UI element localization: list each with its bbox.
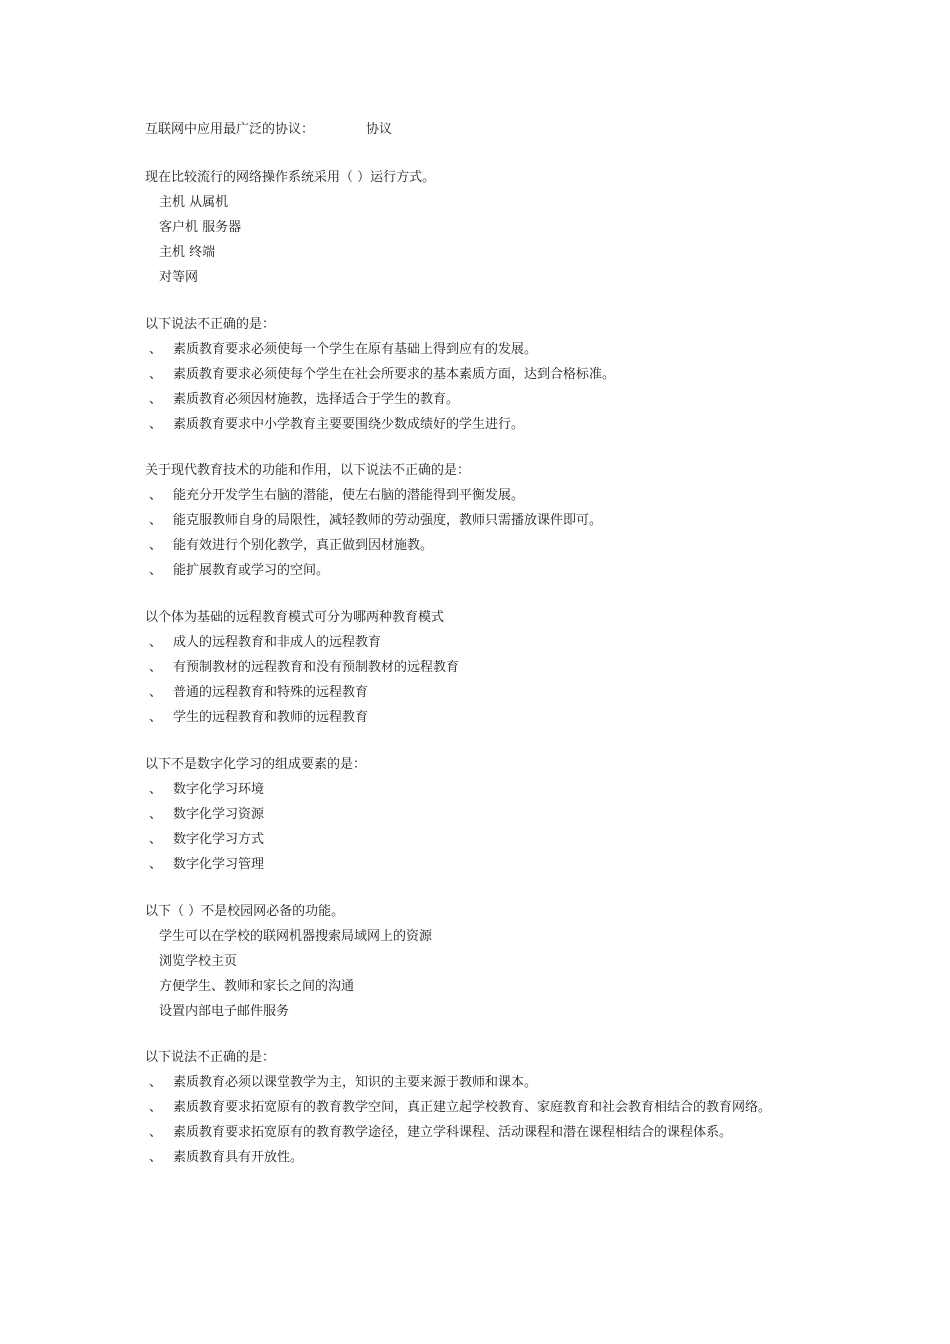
option-d xyxy=(145,1145,825,1170)
question-1 xyxy=(145,117,825,142)
option-text: 素质教育具有开放性。 xyxy=(173,1150,304,1165)
question-8 xyxy=(145,1045,825,1170)
option-text: 数字化学习环境 xyxy=(173,782,265,797)
question-stem xyxy=(145,117,825,142)
list-mark: 、 xyxy=(149,342,163,357)
option-text: 素质教育要求必须使每个学生在社会所要求的基本素质方面，达到合格标准。 xyxy=(173,367,616,382)
option-text: 素质教育要求拓宽原有的教育教学空间，真正建立起学校教育、家庭教育和社会教育相结合的教育网络。 xyxy=(173,1100,772,1115)
list-mark: 、 xyxy=(149,538,163,553)
option-text: 普通的远程教育和特殊的远程教育 xyxy=(173,685,369,700)
option-text: 数字化学习管理 xyxy=(173,857,265,872)
answer-text: 协议 xyxy=(366,122,393,137)
option-b xyxy=(145,1095,825,1120)
option-text: 能充分开发学生右脑的潜能，使左右脑的潜能得到平衡发展。 xyxy=(173,488,525,503)
option-b: 浏览学校主页 xyxy=(159,954,238,969)
option-c: 方便学生、教师和家长之间的沟通 xyxy=(159,979,355,994)
question-4 xyxy=(145,458,825,583)
option-text: 素质教育要求必须使每一个学生在原有基础上得到应有的发展。 xyxy=(173,342,538,357)
option-c xyxy=(145,1120,825,1145)
list-mark: 、 xyxy=(149,1075,163,1090)
question-6 xyxy=(145,752,825,877)
option-d: 对等网 xyxy=(159,270,199,285)
option-b xyxy=(145,802,825,827)
list-mark: 、 xyxy=(149,417,163,432)
option-text: 素质教育必须以课堂教学为主，知识的主要来源于教师和课本。 xyxy=(173,1075,538,1090)
list-mark: 、 xyxy=(149,392,163,407)
list-mark: 、 xyxy=(149,782,163,797)
list-mark: 、 xyxy=(149,513,163,528)
option-c xyxy=(145,827,825,852)
list-mark: 、 xyxy=(149,685,163,700)
option-c xyxy=(145,533,825,558)
option-text: 能扩展教育或学习的空间。 xyxy=(173,563,330,578)
option-b xyxy=(145,508,825,533)
question-stem: 以个体为基础的远程教育模式可分为哪两种教育模式 xyxy=(145,610,445,625)
option-c: 主机 终端 xyxy=(159,245,216,260)
option-text: 数字化学习资源 xyxy=(173,807,265,822)
list-mark: 、 xyxy=(149,807,163,822)
list-mark: 、 xyxy=(149,1100,163,1115)
option-a xyxy=(145,337,825,362)
question-3 xyxy=(145,312,825,437)
question-stem: 以下（ ）不是校园网必备的功能。 xyxy=(145,904,345,919)
question-stem: 现在比较流行的网络操作系统采用（ ）运行方式。 xyxy=(145,170,436,185)
question-stem: 以下说法不正确的是： xyxy=(145,1050,276,1065)
option-text: 有预制教材的远程教育和没有预制教材的远程教育 xyxy=(173,660,460,675)
option-c xyxy=(145,680,825,705)
question-stem: 关于现代教育技术的功能和作用，以下说法不正确的是： xyxy=(145,463,471,478)
option-a xyxy=(145,1070,825,1095)
list-mark: 、 xyxy=(149,857,163,872)
list-mark: 、 xyxy=(149,1125,163,1140)
option-c xyxy=(145,387,825,412)
list-mark: 、 xyxy=(149,488,163,503)
option-a xyxy=(145,483,825,508)
question-2 xyxy=(145,165,825,290)
option-text: 素质教育必须因材施教，选择适合于学生的教育。 xyxy=(173,392,460,407)
option-b: 客户机 服务器 xyxy=(159,220,242,235)
option-d xyxy=(145,705,825,730)
option-d xyxy=(145,412,825,437)
option-d xyxy=(145,558,825,583)
list-mark: 、 xyxy=(149,635,163,650)
option-a xyxy=(145,777,825,802)
option-text: 素质教育要求拓宽原有的教育教学途径，建立学科课程、活动课程和潜在课程相结合的课程体系。 xyxy=(173,1125,733,1140)
list-mark: 、 xyxy=(149,660,163,675)
question-stem: 以下不是数字化学习的组成要素的是： xyxy=(145,757,367,772)
option-d xyxy=(145,852,825,877)
list-mark: 、 xyxy=(149,832,163,847)
list-mark: 、 xyxy=(149,710,163,725)
option-b xyxy=(145,362,825,387)
option-text: 能克服教师自身的局限性，减轻教师的劳动强度，教师只需播放课件即可。 xyxy=(173,513,603,528)
stem-text: 互联网中应用最广泛的协议： xyxy=(145,122,315,137)
option-d: 设置内部电子邮件服务 xyxy=(159,1004,290,1019)
question-5 xyxy=(145,605,825,730)
question-7 xyxy=(145,899,825,1024)
option-text: 数字化学习方式 xyxy=(173,832,265,847)
list-mark: 、 xyxy=(149,367,163,382)
option-a: 学生可以在学校的联网机器搜索局域网上的资源 xyxy=(159,929,433,944)
option-a: 主机 从属机 xyxy=(159,195,229,210)
option-text: 学生的远程教育和教师的远程教育 xyxy=(173,710,369,725)
option-b xyxy=(145,655,825,680)
list-mark: 、 xyxy=(149,563,163,578)
list-mark: 、 xyxy=(149,1150,163,1165)
question-stem: 以下说法不正确的是： xyxy=(145,317,276,332)
option-a xyxy=(145,630,825,655)
option-text: 成人的远程教育和非成人的远程教育 xyxy=(173,635,382,650)
option-text: 素质教育要求中小学教育主要要围绕少数成绩好的学生进行。 xyxy=(173,417,525,432)
option-text: 能有效进行个别化教学，真正做到因材施教。 xyxy=(173,538,434,553)
